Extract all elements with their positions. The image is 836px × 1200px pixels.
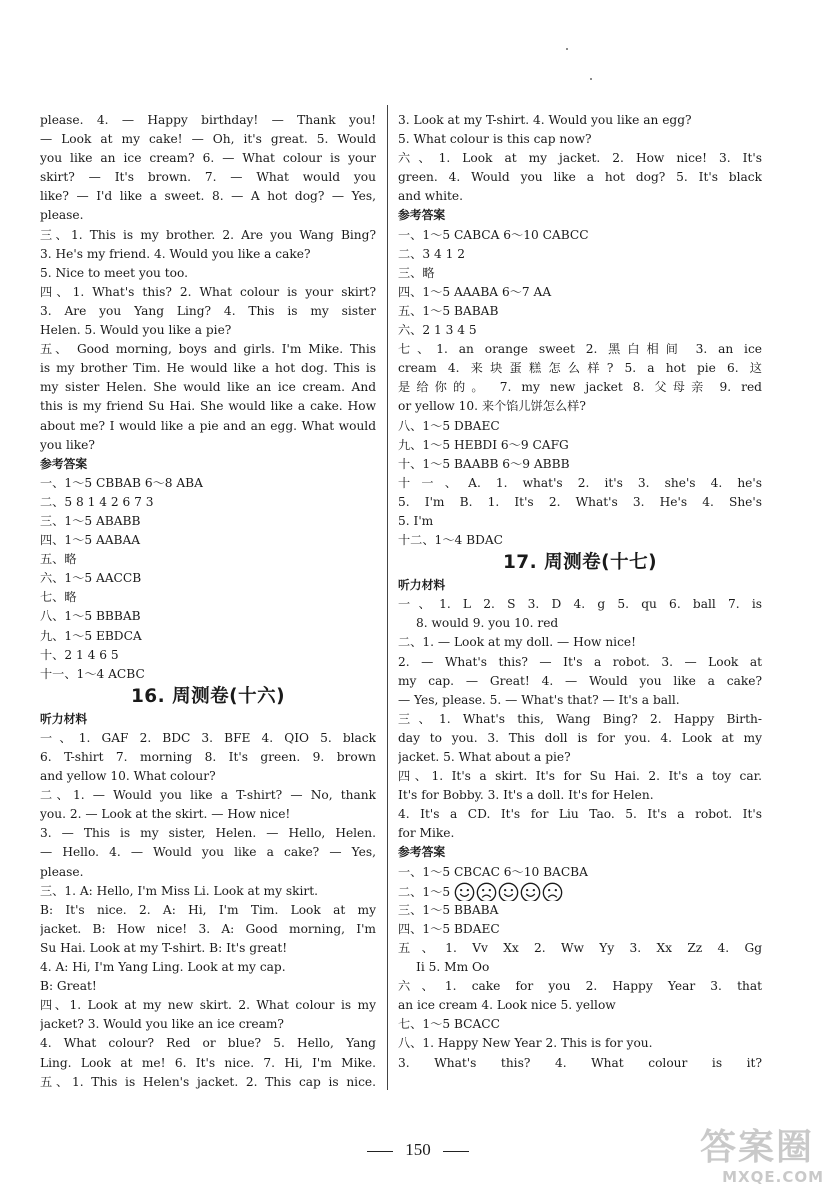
text-line: [398, 1034, 762, 1053]
line-text: 5. I'm: [398, 513, 434, 528]
line-text: B: It's nice. 2. A: Hi, I'm Tim. Look at my: [40, 902, 376, 917]
text-line: [40, 245, 376, 264]
line-text: 六、2 1 3 4 5: [398, 323, 477, 338]
text-line: [398, 149, 762, 168]
line-text: It's for Bobby. 3. It's a doll. It's for Helen.: [398, 788, 654, 803]
line-text: 五、 Good morning, boys and girls. I'm Mike. This: [40, 342, 376, 357]
line-text: 四、1. It's a skirt. It's for Su Hai. 2. It's a toy car.: [398, 769, 762, 784]
text-line: [40, 958, 376, 977]
text-line: [40, 646, 376, 665]
text-line: [40, 1034, 376, 1053]
text-line: [40, 321, 376, 340]
text-line: [398, 245, 762, 264]
line-text: like? — I'd like a sweet. 8. — A hot dog? — Yes,: [40, 189, 376, 204]
line-text: 八、1. Happy New Year 2. This is for you.: [398, 1036, 653, 1051]
line-text: about me? I would like a pie and an egg. What would: [40, 418, 376, 433]
section-title: [398, 550, 762, 576]
text-line: [40, 805, 376, 824]
line-text: jacket. 5. What about a pie?: [398, 750, 571, 764]
text-line: [398, 436, 762, 455]
line-text: 三、1～5 ABABB: [40, 513, 141, 528]
text-line: [40, 149, 376, 168]
text-line: [398, 493, 762, 512]
line-text: 参考答案: [398, 208, 446, 223]
text-line: [40, 729, 376, 748]
line-text: 3. — This is my sister, Helen. — Hello, Helen.: [40, 826, 376, 841]
text-line: [398, 920, 762, 939]
line-text: 3. What's this? 4. What colour is it?: [398, 1055, 762, 1070]
text-line: [398, 748, 762, 767]
line-text: 五、略: [40, 552, 77, 567]
line-text: B: Great!: [40, 979, 97, 994]
line-text: 十、2 1 4 6 5: [40, 647, 119, 662]
line-text: 四、1～5 BDAEC: [398, 921, 500, 936]
line-text: 四、1～5 AABAA: [40, 533, 141, 548]
section-label: [398, 206, 762, 225]
line-text: 十二、1～4 BDAC: [398, 533, 503, 548]
line-text: 3. Are you Yang Ling? 4. This is my sister: [40, 303, 376, 318]
line-text: you like an ice cream? 6. — What colour is your: [40, 151, 376, 166]
line-text: 八、1～5 DBAEC: [398, 418, 500, 433]
line-text: 17. 周测卷(十七): [502, 552, 658, 574]
sad-face-icon: [542, 882, 563, 901]
text-line: [40, 569, 376, 588]
line-text: 七、1～5 BCACC: [398, 1017, 500, 1032]
text-line: [40, 550, 376, 569]
text-line: [398, 531, 762, 550]
line-text: cream 4. 来块蛋糕怎么样? 5. a hot pie 6. 这: [398, 361, 762, 376]
line-text: 六、1～5 AACCB: [40, 571, 142, 586]
line-text: 七、略: [40, 590, 77, 605]
line-text: — Look at my cake! — Oh, it's great. 5. Would: [40, 132, 376, 147]
text-line: [398, 1015, 762, 1034]
text-line: [398, 729, 762, 748]
text-line: [40, 767, 376, 786]
text-line: [398, 340, 762, 359]
text-line: [40, 187, 376, 206]
column-divider: [387, 105, 388, 1090]
line-text: 七、1. an orange sweet 2. 黑白相间 3. an ice: [398, 342, 762, 357]
text-line: [40, 627, 376, 646]
line-text: Ii 5. Mm Oo: [416, 960, 490, 975]
text-line: [398, 474, 762, 493]
text-line: [40, 283, 376, 302]
text-line: [398, 417, 762, 436]
line-text: day to you. 3. This doll is for you. 4. Look at my: [398, 730, 762, 745]
section-label: [398, 576, 762, 595]
text-line: [40, 920, 376, 939]
line-text: 十、1～5 BAABB 6～9 ABBB: [398, 456, 570, 471]
text-line: [398, 359, 762, 378]
text-line: [40, 748, 376, 767]
line-text: — Yes, please. 5. — What's that? — It's a ball.: [398, 692, 680, 707]
line-text: 二、5 8 1 4 2 6 7 3: [40, 494, 154, 509]
text-line: [398, 901, 762, 920]
line-text: 三、略: [398, 265, 435, 280]
text-line: [398, 321, 762, 340]
line-text: is my brother Tim. He would like a hot dog. This is: [40, 361, 376, 376]
line-text: 九、1～5 EBDCA: [40, 628, 142, 643]
line-text: and yellow 10. What colour?: [40, 769, 216, 784]
line-text: 6. T-shirt 7. morning 8. It's green. 9. brown: [40, 750, 376, 764]
line-text: 2. — What's this? — It's a robot. 3. — Look at: [398, 654, 762, 669]
line-text: 四、1. What's this? 2. What colour is your skirt?: [40, 284, 376, 299]
text-line: [398, 691, 762, 710]
line-text: 参考答案: [40, 456, 88, 471]
line-text: my cap. — Great! 4. — Would you like a cake?: [398, 673, 762, 688]
line-text: 十一、1～4 ACBC: [40, 666, 145, 681]
line-text: skirt? — It's brown. 7. — What would you: [40, 170, 376, 185]
faces-answer: [454, 882, 564, 901]
text-line: [398, 672, 762, 691]
line-text: 二、1. — Look at my doll. — How nice!: [398, 635, 637, 650]
line-text: 是给你的。 7. my new jacket 8. 父母亲 9. red: [398, 380, 762, 395]
line-text: — Hello. 4. — Would you like a cake? — Yes,: [40, 845, 376, 860]
smiley-face-icon: [454, 882, 475, 901]
watermark-line2: MXQE.COM: [722, 1168, 824, 1186]
line-text: 一、1～5 CBCAC 6～10 BACBA: [398, 864, 588, 879]
text-line: [40, 588, 376, 607]
text-line: [398, 710, 762, 729]
smiley-face-icon: [520, 882, 541, 901]
text-line: [40, 264, 376, 283]
line-text: Ling. Look at me! 6. It's nice. 7. Hi, I'm Mike.: [40, 1055, 376, 1070]
text-line: [40, 130, 376, 149]
text-line: [398, 1054, 762, 1073]
text-line: [40, 607, 376, 626]
text-line: [40, 340, 376, 359]
line-text: please. 4. — Happy birthday! — Thank you!: [40, 113, 376, 127]
line-text: 三、1. A: Hello, I'm Miss Li. Look at my skirt.: [40, 883, 318, 898]
text-line: [40, 665, 376, 684]
text-line: [398, 512, 762, 531]
text-line: [398, 939, 762, 958]
line-text: 5. What colour is this cap now?: [398, 132, 592, 147]
text-line: [40, 824, 376, 843]
line-text: 5. Nice to meet you too.: [40, 265, 189, 280]
line-text: 二、1. — Would you like a T-shirt? — No, thank: [40, 788, 376, 803]
left-column: [40, 111, 376, 1092]
text-line: [398, 614, 762, 633]
line-text: 一、1. L 2. S 3. D 4. g 5. qu 6. ball 7. is: [398, 597, 762, 612]
scan-speck: [566, 48, 568, 50]
text-line: [398, 168, 762, 187]
text-line: [398, 882, 762, 901]
text-line: [40, 226, 376, 245]
text-line: [398, 786, 762, 805]
text-line: [40, 512, 376, 531]
text-line: [398, 977, 762, 996]
text-line: [40, 168, 376, 187]
line-text: 3. Look at my T-shirt. 4. Would you like an egg?: [398, 113, 692, 127]
text-line: [398, 187, 762, 206]
text-line: [40, 1015, 376, 1034]
text-line: [398, 283, 762, 302]
line-text: 5. I'm B. 1. It's 2. What's 3. He's 4. She's: [398, 494, 762, 509]
text-line: [398, 996, 762, 1015]
line-text: 三、1. What's this, Wang Bing? 2. Happy Birth-: [398, 711, 762, 726]
text-line: [40, 474, 376, 493]
page-number-dash-left: [367, 1151, 393, 1152]
line-text: and white.: [398, 189, 463, 204]
line-text: please.: [40, 208, 84, 223]
text-line: [40, 1054, 376, 1073]
text-line: [40, 531, 376, 550]
text-line: [40, 1073, 376, 1092]
watermark-line1: 答案圈: [700, 1127, 815, 1168]
text-line: [398, 130, 762, 149]
line-text: 4. A: Hi, I'm Yang Ling. Look at my cap.: [40, 960, 286, 975]
line-text: Su Hai. Look at my T-shirt. B: It's great!: [40, 940, 288, 955]
text-line: [40, 977, 376, 996]
line-text: you. 2. — Look at the skirt. — How nice!: [40, 807, 291, 822]
text-line: [398, 264, 762, 283]
text-line: [40, 786, 376, 805]
text-line: [40, 939, 376, 958]
section-title: [40, 684, 376, 710]
line-text: 二、1～5: [398, 884, 451, 899]
text-line: [40, 863, 376, 882]
line-text: 3. He's my friend. 4. Would you like a cake?: [40, 246, 311, 261]
line-text: my sister Helen. She would like an ice cream. And: [40, 380, 376, 395]
line-text: jacket. B: How nice! 3. A: Good morning, I'm: [40, 921, 376, 936]
text-line: [40, 996, 376, 1015]
text-line: [398, 226, 762, 245]
page-number-text: 150: [405, 1140, 431, 1159]
text-line: [40, 378, 376, 397]
line-text: 三、1. This is my brother. 2. Are you Wang Bing?: [40, 227, 376, 242]
line-text: green. 4. Would you like a hot dog? 5. It's black: [398, 170, 762, 185]
line-text: 4. What colour? Red or blue? 5. Hello, Yang: [40, 1036, 376, 1051]
page-number-dash-right: [443, 1151, 469, 1152]
watermark-logo: [700, 1128, 830, 1196]
text-line: [398, 863, 762, 882]
text-line: [40, 111, 376, 130]
text-line: [40, 417, 376, 436]
text-line: [398, 111, 762, 130]
line-text: 听力材料: [40, 711, 88, 726]
line-text: 五、1～5 BABAB: [398, 303, 499, 318]
section-label: [40, 455, 376, 474]
line-text: 九、1～5 HEBDI 6～9 CAFG: [398, 437, 569, 452]
line-text: 五、1. Vv Xx 2. Ww Yy 3. Xx Zz 4. Gg: [398, 940, 762, 955]
line-text: 一、1～5 CBBAB 6～8 ABA: [40, 475, 203, 490]
smiley-face-icon: [498, 882, 519, 901]
line-text: 16. 周测卷(十六): [130, 685, 286, 707]
section-label: [40, 710, 376, 729]
line-text: 4. It's a CD. It's for Liu Tao. 5. It's a robot. It's: [398, 807, 762, 822]
text-line: [40, 302, 376, 321]
line-text: 参考答案: [398, 845, 446, 860]
line-text: 四、1. Look at my new skirt. 2. What colour is my: [40, 998, 376, 1013]
text-line: [398, 455, 762, 474]
text-line: [40, 901, 376, 920]
scan-speck: [590, 78, 592, 80]
text-line: [398, 302, 762, 321]
text-line: [398, 824, 762, 843]
line-text: 八、1～5 BBBAB: [40, 609, 141, 624]
text-line: [398, 958, 762, 977]
line-text: or yellow 10. 来个馅儿饼怎么样?: [398, 399, 586, 414]
section-label: [398, 843, 762, 862]
text-line: [40, 397, 376, 416]
text-line: [40, 359, 376, 378]
line-text: 十一、A. 1. what's 2. it's 3. she's 4. he's: [398, 475, 762, 490]
line-text: you like?: [40, 437, 95, 452]
line-text: an ice cream 4. Look nice 5. yellow: [398, 998, 616, 1013]
line-text: jacket? 3. Would you like an ice cream?: [40, 1017, 284, 1032]
line-text: 六、1. cake for you 2. Happy Year 3. that: [398, 979, 762, 994]
line-text: 一、1. GAF 2. BDC 3. BFE 4. QIO 5. black: [40, 730, 376, 745]
line-text: 四、1～5 AAABA 6～7 AA: [398, 284, 552, 299]
text-line: [398, 633, 762, 652]
text-line: [398, 767, 762, 786]
text-line: [40, 493, 376, 512]
text-line: [398, 653, 762, 672]
text-line: [398, 805, 762, 824]
text-line: [40, 843, 376, 862]
text-line: [40, 882, 376, 901]
line-text: 五、1. This is Helen's jacket. 2. This cap is nice.: [40, 1074, 376, 1089]
line-text: this is my friend Su Hai. She would like a cake. How: [40, 399, 376, 414]
line-text: 8. would 9. you 10. red: [416, 616, 559, 631]
text-line: [398, 595, 762, 614]
line-text: 听力材料: [398, 578, 446, 593]
text-line: [40, 206, 376, 225]
line-text: 六、1. Look at my jacket. 2. How nice! 3. It's: [398, 151, 762, 166]
line-text: please.: [40, 864, 84, 879]
text-line: [398, 397, 762, 416]
sad-face-icon: [476, 882, 497, 901]
text-line: [398, 378, 762, 397]
text-line: [40, 436, 376, 455]
line-text: Helen. 5. Would you like a pie?: [40, 323, 232, 338]
line-text: 一、1～5 CABCA 6～10 CABCC: [398, 227, 589, 242]
right-column: [398, 111, 762, 1073]
line-text: for Mike.: [398, 826, 455, 841]
line-text: 二、3 4 1 2: [398, 246, 466, 261]
line-text: 三、1～5 BBABA: [398, 902, 499, 917]
